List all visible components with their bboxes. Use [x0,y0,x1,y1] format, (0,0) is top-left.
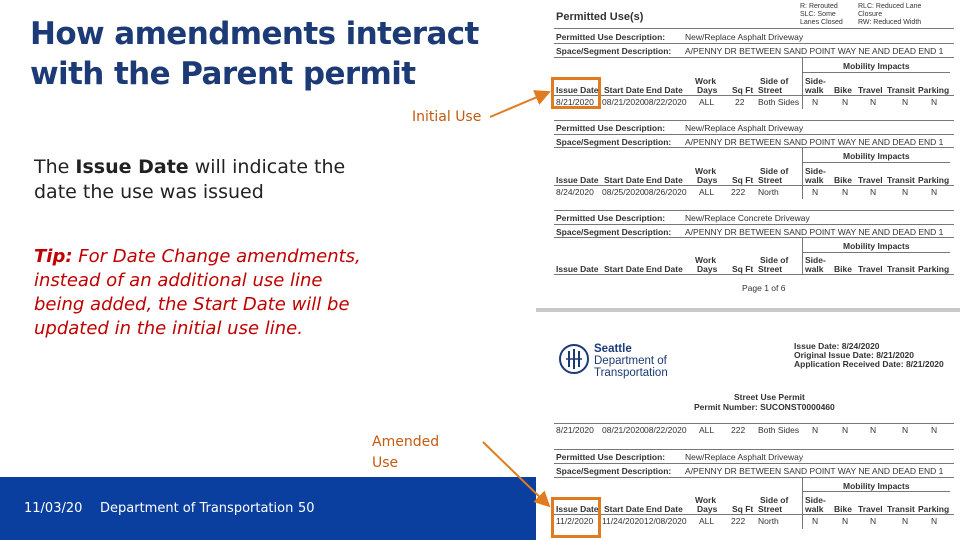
issue-date-info: Issue Date: 8/24/2020 [794,341,880,351]
hdr-bike-4: Bike [834,504,852,514]
hdr-work-2: Work [695,166,717,176]
carry-sidewalk: N [812,425,819,435]
hdr-walk-2: walk [805,175,824,185]
explanation-prefix: The [34,156,76,178]
hdr-sideof-1: Side of [760,76,789,86]
application-date-info: Application Received Date: 8/21/2020 [794,359,944,369]
hdr-sideof-3: Side of [760,255,789,265]
permitted-uses-heading: Permitted Use(s) [556,11,644,23]
hdr-side-2: Side- [805,166,826,176]
mobility-heading-3: Mobility Impacts [843,241,910,251]
amended-issue-date-highlight [551,497,601,538]
row1-transit: N [902,97,909,107]
desc-value-1: New/Replace Asphalt Driveway [685,32,804,42]
desc-label-2: Permitted Use Description: [556,123,666,133]
segment-value-4: A/PENNY DR BETWEEN SAND POINT WAY NE AND DEAD END 1 [685,466,944,476]
title-line-2: with the Parent permit [30,56,416,92]
row2-sqft: 222 [731,187,746,197]
hdr-street-2: Street [758,175,783,185]
segment-value-2: A/PENNY DR BETWEEN SAND POINT WAY NE AND DEAD END 1 [685,137,944,147]
issue-date-explanation [34,155,364,205]
row1-start: 08/21/2020 [602,97,645,107]
segment-label-3: Space/Segment Description: [556,227,672,237]
mobility-heading-4: Mobility Impacts [843,481,910,491]
permit-document-initial [536,0,960,312]
amended-use-label-line-2: Use [372,455,399,471]
desc-label-1: Permitted Use Description: [556,32,666,42]
carry-bike: N [842,425,849,435]
hdr-start-3: Start Date [604,264,645,274]
hdr-walk-1: walk [805,85,824,95]
permit-number: Permit Number: SUCONST0000460 [694,402,835,412]
row4-start: 11/24/2020 [602,516,644,526]
row2-work: ALL [699,187,715,197]
desc-value-3: New/Replace Concrete Driveway [685,213,810,223]
initial-use-label: Initial Use [412,109,482,125]
hdr-travel-4: Travel [858,504,883,514]
hdr-side-1: Side- [805,76,826,86]
initial-issue-date-highlight [551,77,601,109]
row2-travel: N [870,187,877,197]
carry-travel: N [870,425,877,435]
footer-date: 11/03/20 [24,501,83,516]
desc-value-2: New/Replace Asphalt Driveway [685,123,804,133]
row4-end: 12/08/2020 [644,516,687,526]
carry-parking: N [931,425,938,435]
hdr-issue-3: Issue Date [556,264,599,274]
hdr-transit-4: Transit [887,504,915,514]
hdr-transit-1: Transit [887,85,915,95]
row2-side: North [758,187,779,197]
hdr-bike-3: Bike [834,264,852,274]
row4-issue: 11/2/2020 [556,516,594,526]
row2-issue: 8/24/2020 [556,187,594,197]
hdr-walk-4: walk [805,504,824,514]
row2-sidewalk: N [812,187,819,197]
hdr-side-3: Side- [805,255,826,265]
amended-use-label-line-1: Amended [372,434,440,450]
mobility-heading-1: Mobility Impacts [843,61,910,71]
hdr-sqft-2: Sq Ft [732,175,754,185]
hdr-sqft-3: Sq Ft [732,264,754,274]
row1-end: 08/22/2020 [644,97,687,107]
hdr-issue-2: Issue Date [556,175,599,185]
hdr-sqft-4: Sq Ft [732,504,754,514]
hdr-bike-1: Bike [834,85,852,95]
carry-transit: N [902,425,909,435]
hdr-travel-2: Travel [858,175,883,185]
hdr-walk-3: walk [805,264,824,274]
hdr-street-3: Street [758,264,783,274]
original-issue-date-info: Original Issue Date: 8/21/2020 [794,350,915,360]
hdr-days-2: Days [697,175,718,185]
segment-value-3: A/PENNY DR BETWEEN SAND POINT WAY NE AND DEAD END 1 [685,227,944,237]
logo-line-1: Seattle [594,343,632,355]
hdr-work-3: Work [695,255,717,265]
footer-page-number: 50 [298,501,315,516]
legend-rw: RW: Reduced Width [858,19,922,26]
hdr-work-4: Work [695,495,717,505]
segment-label-4: Space/Segment Description: [556,466,672,476]
row2-parking: N [931,187,938,197]
title-line-1: How amendments interact [30,16,479,52]
sdot-logo-icon [558,343,590,375]
explanation-suffix: will indicate the date the use was issued [34,156,346,203]
hdr-side-4: Side- [805,495,826,505]
hdr-end-3: End Date [646,264,683,274]
desc-value-4: New/Replace Asphalt Driveway [685,452,804,462]
hdr-work-1: Work [695,76,717,86]
permit-title: Street Use Permit [734,392,805,402]
hdr-transit-3: Transit [887,264,915,274]
row4-travel: N [870,516,877,526]
desc-label-4: Permitted Use Description: [556,452,666,462]
hdr-issue-4: Issue Date [556,504,599,514]
hdr-start-4: Start Date [604,504,645,514]
hdr-bike-2: Bike [834,175,852,185]
slide-title [30,14,500,94]
carry-work: ALL [699,425,715,435]
hdr-end-1: End Date [646,85,683,95]
explanation-bold: Issue Date [75,156,189,178]
row1-parking: N [931,97,938,107]
hdr-street-4: Street [758,504,783,514]
row4-side: North [758,516,779,526]
row4-parking: N [931,516,938,526]
hdr-end-4: End Date [646,504,683,514]
hdr-days-1: Days [697,85,718,95]
hdr-travel-1: Travel [858,85,883,95]
segment-label-2: Space/Segment Description: [556,137,672,147]
page-label: Page 1 of 6 [742,283,786,293]
hdr-sideof-4: Side of [760,495,789,505]
legend-slc: SLC: Some [800,11,836,18]
row1-bike: N [842,97,849,107]
row1-work: ALL [699,97,715,107]
row2-transit: N [902,187,909,197]
row1-issue: 8/21/2020 [556,97,594,107]
carry-end: 08/22/2020 [644,425,687,435]
row1-travel: N [870,97,877,107]
tip-text [34,245,374,341]
row1-sqft: 22 [735,97,745,107]
logo-line-2: Department of [594,355,667,367]
carry-side: Both Sides [758,425,800,435]
row2-end: 08/26/2020 [644,187,687,197]
hdr-start-1: Start Date [604,85,645,95]
row4-bike: N [842,516,849,526]
tip-label: Tip: [34,246,73,267]
row4-transit: N [902,516,909,526]
hdr-end-2: End Date [646,175,683,185]
legend-r: R: Rerouted [800,3,838,10]
hdr-issue-1: Issue Date [556,85,599,95]
carry-issue: 8/21/2020 [556,425,594,435]
hdr-days-4: Days [697,504,718,514]
legend-rlc-2: Closure [858,11,883,18]
footer-bar [0,477,540,540]
hdr-sqft-1: Sq Ft [732,85,754,95]
hdr-parking-3: Parking [918,264,950,274]
carry-sqft: 222 [731,425,746,435]
hdr-parking-1: Parking [918,85,950,95]
segment-value-1: A/PENNY DR BETWEEN SAND POINT WAY NE AND DEAD END 1 [685,46,944,56]
row4-work: ALL [699,516,715,526]
hdr-parking-4: Parking [918,504,950,514]
row2-bike: N [842,187,849,197]
logo-line-3: Transportation [594,367,668,379]
tip-body: For Date Change amendments, instead of an additional use line being added, the Start Date will be updated in the initial use line. [34,246,361,339]
mobility-heading-2: Mobility Impacts [843,151,910,161]
carry-start: 08/21/2020 [602,425,645,435]
hdr-days-3: Days [697,264,718,274]
hdr-transit-2: Transit [887,175,915,185]
segment-label-1: Space/Segment Description: [556,46,672,56]
row4-sqft: 222 [731,516,746,526]
desc-label-3: Permitted Use Description: [556,213,666,223]
row1-side: Both Sides [758,97,800,107]
row2-start: 08/25/2020 [602,187,645,197]
row1-sidewalk: N [812,97,819,107]
hdr-travel-3: Travel [858,264,883,274]
row4-sidewalk: N [812,516,819,526]
hdr-street-1: Street [758,85,783,95]
hdr-parking-2: Parking [918,175,950,185]
legend-slc-2: Lanes Closed [800,19,843,26]
hdr-start-2: Start Date [604,175,645,185]
footer-department: Department of Transportation [100,501,294,516]
legend-rlc: RLC: Reduced Lane [858,3,922,10]
hdr-sideof-2: Side of [760,166,789,176]
amended-use-label [372,432,439,474]
